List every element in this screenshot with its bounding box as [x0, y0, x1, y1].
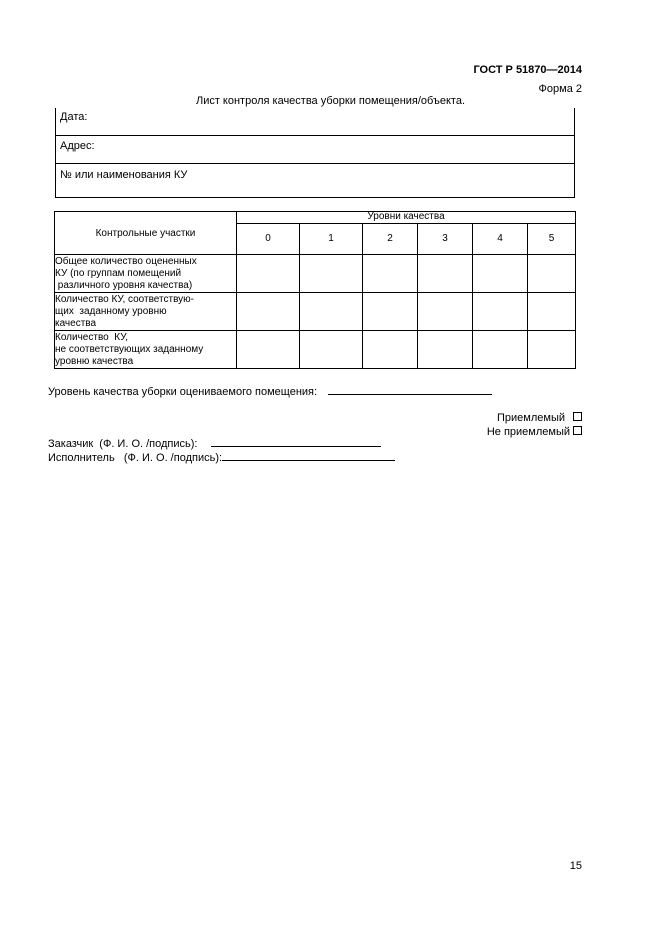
form-label: Форма 2 — [538, 83, 582, 95]
table-cell[interactable] — [473, 255, 528, 293]
option-label: Приемлемый — [497, 412, 565, 424]
quality-level-line — [48, 386, 492, 398]
table-cell[interactable] — [418, 255, 473, 293]
table-cell[interactable] — [363, 293, 418, 331]
executor-label: Исполнитель (Ф. И. О. /подпись): — [48, 452, 223, 464]
page-number: 15 — [569, 860, 582, 872]
level-header: 2 — [363, 223, 418, 254]
row-label: Количество КУ, соответствую- щих заданному уровню качества — [55, 293, 237, 331]
date-field-label: Дата: — [60, 111, 88, 123]
table-cell[interactable] — [237, 255, 300, 293]
table-cell[interactable] — [528, 255, 576, 293]
customer-label: Заказчик (Ф. И. О. /подпись): — [48, 438, 198, 450]
checkbox-icon[interactable] — [573, 412, 582, 421]
table-row — [55, 255, 576, 293]
row-label: Общее количество оцененных КУ (по группам помещений различного уровня качества) — [55, 255, 237, 293]
table-cell[interactable] — [300, 255, 363, 293]
level-header: 4 — [473, 223, 528, 254]
table-cell[interactable] — [473, 331, 528, 369]
quality-table — [54, 211, 576, 369]
table-cell[interactable] — [473, 293, 528, 331]
table-cell[interactable] — [363, 331, 418, 369]
table-cell[interactable] — [300, 331, 363, 369]
table-cell[interactable] — [363, 255, 418, 293]
divider — [56, 135, 574, 136]
option-not-acceptable — [487, 426, 582, 438]
ku-field-label: № или наименования КУ — [60, 169, 188, 181]
level-header: 3 — [418, 223, 473, 254]
header-control-areas: Контрольные участки — [55, 212, 237, 255]
quality-level-blank[interactable] — [328, 394, 492, 395]
table-cell[interactable] — [418, 331, 473, 369]
customer-signature-blank[interactable] — [211, 446, 381, 447]
header-quality-levels: Уровни качества — [237, 212, 576, 224]
table-cell[interactable] — [300, 293, 363, 331]
table-cell[interactable] — [528, 331, 576, 369]
option-label: Не приемлемый — [486, 426, 570, 438]
checkbox-icon[interactable] — [573, 426, 582, 435]
row-label: Количество КУ, не соответствующих заданному уровню качества — [55, 331, 237, 369]
table-cell[interactable] — [418, 293, 473, 331]
option-acceptable — [497, 412, 582, 424]
address-field-label: Адрес: — [60, 140, 95, 152]
sheet-title: Лист контроля качества уборки помещения/объекта. — [195, 95, 466, 107]
divider — [56, 163, 574, 164]
table-row — [55, 293, 576, 331]
level-header: 0 — [237, 223, 300, 254]
standard-code: ГОСТ Р 51870—2014 — [473, 64, 582, 76]
executor-signature-line — [48, 452, 395, 464]
customer-signature-line — [48, 438, 381, 450]
level-header: 1 — [300, 223, 363, 254]
table-row — [55, 331, 576, 369]
table-cell[interactable] — [237, 293, 300, 331]
info-fields-box — [55, 108, 575, 198]
executor-signature-blank[interactable] — [222, 460, 395, 461]
level-header: 5 — [528, 223, 576, 254]
table-cell[interactable] — [528, 293, 576, 331]
quality-level-label: Уровень качества уборки оцениваемого помещения: — [48, 386, 318, 398]
table-cell[interactable] — [237, 331, 300, 369]
